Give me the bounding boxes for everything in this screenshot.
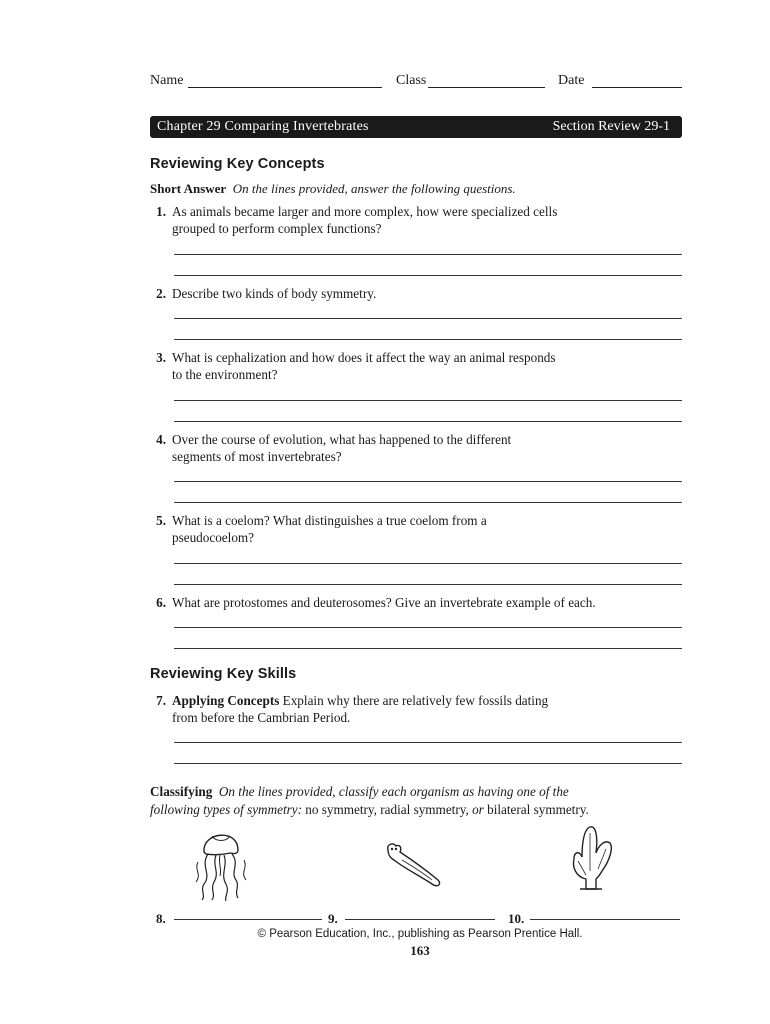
blank-line-9[interactable] [345, 919, 495, 920]
answer-line[interactable] [174, 275, 682, 276]
section-title: Section Review 29-1 [552, 119, 670, 134]
answer-line[interactable] [174, 742, 682, 743]
classifying-bold: Classifying [150, 784, 213, 799]
question-7 [150, 692, 570, 732]
jellyfish-icon [190, 822, 252, 902]
question-number: 2. [156, 286, 166, 301]
answer-line[interactable] [174, 648, 682, 649]
question-number: 4. [156, 432, 166, 447]
skills-heading: Reviewing Key Skills [150, 666, 297, 682]
question-text: As animals became larger and more complex, how were specialized cells grouped to perform complex functions? [172, 204, 558, 236]
answer-line[interactable] [174, 627, 682, 628]
question-number: 1. [156, 204, 166, 219]
question-7-body: Explain why there are relatively few fossils dating from before the Cambrian Period. [172, 693, 549, 725]
answer-line[interactable] [174, 481, 682, 482]
classifying-option-2: bilateral symmetry. [487, 802, 589, 817]
question-text: What is cephalization and how does it affect the way an animal responds to the environment? [172, 350, 556, 382]
class-field[interactable] [428, 73, 545, 88]
short-answer-instruction [150, 181, 516, 197]
question-number: 7. [156, 693, 166, 708]
copyright: © Pearson Education, Inc., publishing as Pearson Prentice Hall. [257, 928, 583, 940]
question-text: What is a coelom? What distinguishes a true coelom from a pseudocoelom? [172, 513, 487, 545]
question-number: 6. [156, 595, 166, 610]
flatworm-icon [382, 840, 444, 890]
question-6 [150, 594, 690, 614]
sponge-icon [566, 823, 618, 893]
blank-line-10[interactable] [530, 919, 680, 920]
answer-line[interactable] [174, 254, 682, 255]
instruction-italic: On the lines provided, answer the following questions. [232, 181, 516, 196]
name-label: Name [150, 73, 184, 88]
question-number: 3. [156, 350, 166, 365]
question-number: 5. [156, 513, 166, 528]
page-number: 163 [410, 943, 430, 958]
question-text: Over the course of evolution, what has happened to the different segments of most invertebrates? [172, 432, 512, 464]
blank-number: 9. [328, 911, 338, 926]
question-text [172, 692, 562, 726]
date-field[interactable] [592, 73, 682, 88]
classifying-instruction [150, 783, 610, 819]
question-4 [150, 431, 570, 471]
question-text: Describe two kinds of body symmetry. [172, 286, 377, 301]
question-2 [150, 285, 570, 305]
answer-line[interactable] [174, 563, 682, 564]
blank-line-8[interactable] [174, 919, 322, 920]
question-7-bold: Applying Concepts [172, 693, 280, 708]
answer-line[interactable] [174, 318, 682, 319]
question-text: What are protostomes and deuterosomes? Give an invertebrate example of each. [172, 595, 596, 610]
classifying-italic: On the lines provided, classify each organism as having one of the following types of symmetry: [150, 784, 569, 817]
blank-number: 10. [508, 911, 525, 926]
answer-line[interactable] [174, 421, 682, 422]
answer-line[interactable] [174, 584, 682, 585]
answer-line[interactable] [174, 763, 682, 764]
classifying-or: or [472, 802, 484, 817]
instruction-bold: Short Answer [150, 181, 227, 196]
answer-line[interactable] [174, 502, 682, 503]
answer-line[interactable] [174, 339, 682, 340]
question-5 [150, 512, 570, 552]
blank-number: 8. [156, 911, 166, 926]
chapter-banner [150, 116, 682, 138]
classifying-option-1: no symmetry, radial symmetry, [305, 802, 469, 817]
answer-line[interactable] [174, 400, 682, 401]
question-1 [150, 203, 570, 243]
concepts-heading: Reviewing Key Concepts [150, 156, 325, 172]
class-label: Class [396, 73, 427, 88]
chapter-title: Chapter 29 Comparing Invertebrates [157, 119, 369, 134]
name-field[interactable] [188, 73, 382, 88]
question-3 [150, 349, 570, 389]
date-label: Date [558, 73, 585, 88]
